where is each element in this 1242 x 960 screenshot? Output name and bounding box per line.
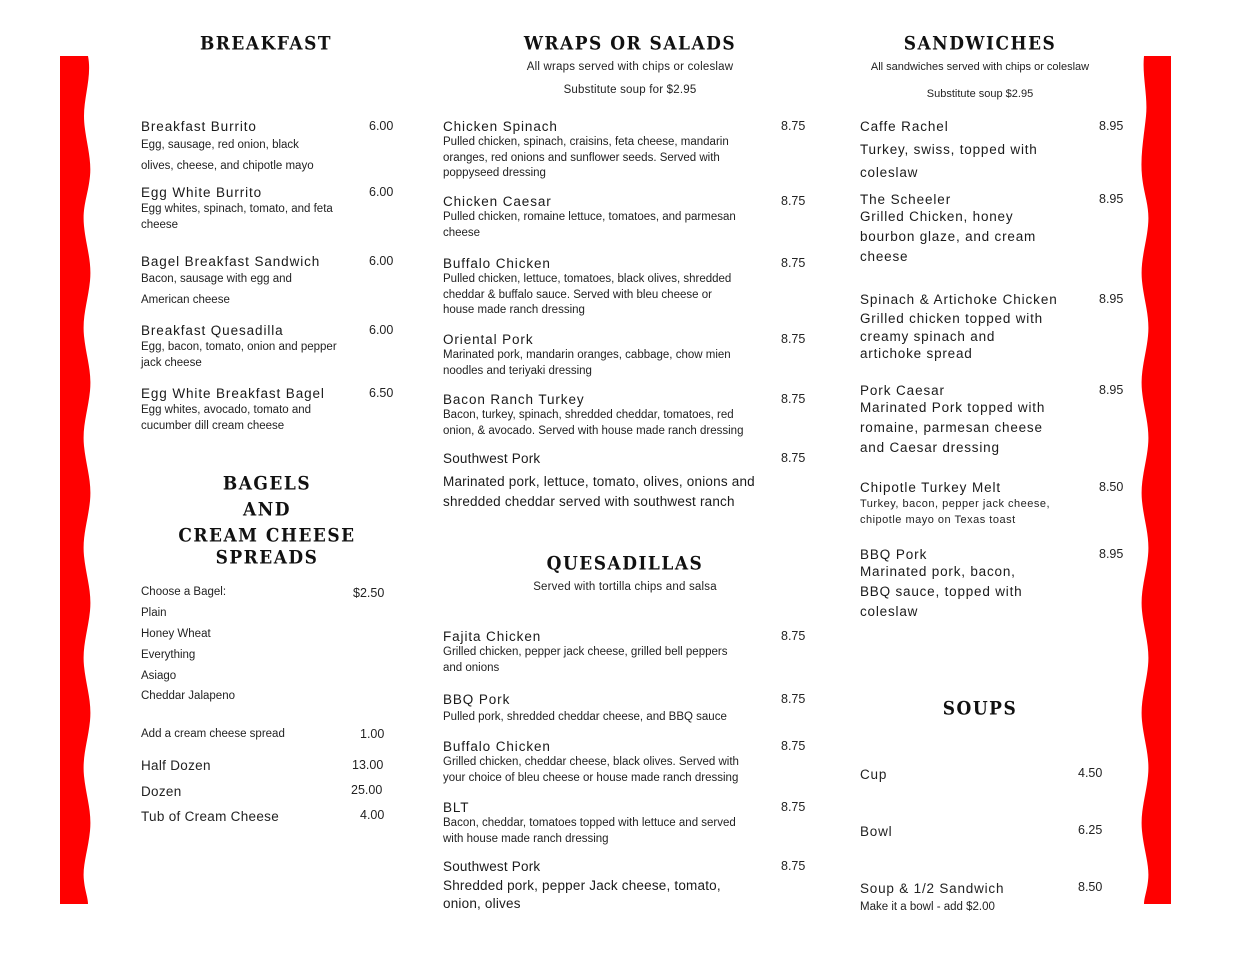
item-price: 8.75 — [781, 332, 806, 346]
item-price: 8.95 — [1099, 383, 1124, 397]
item-desc: romaine, parmesan cheese — [860, 420, 1043, 435]
item-name: Fajita Chicken — [443, 629, 542, 644]
item-price: 8.75 — [781, 739, 806, 753]
item-price: 8.50 — [1099, 480, 1124, 494]
item-desc: Egg, sausage, red onion, black — [141, 139, 299, 151]
item-name: Egg White Breakfast Bagel — [141, 386, 325, 401]
item-price: 8.75 — [781, 692, 806, 706]
menu-item — [141, 185, 397, 233]
soup-item-name: Bowl — [860, 824, 893, 839]
item-price: 8.75 — [781, 392, 806, 406]
item-desc: noodles and teriyaki dressing — [443, 364, 592, 377]
item-price: 6.00 — [369, 185, 394, 199]
item-price: 8.75 — [781, 800, 806, 814]
item-price: 8.95 — [1099, 547, 1124, 561]
menu-item — [860, 547, 1125, 622]
menu-item — [443, 392, 808, 439]
quesadillas-subtitle: Served with tortilla chips and salsa — [533, 581, 717, 593]
item-desc: Grilled chicken, cheddar cheese, black olives. Served with — [443, 756, 739, 768]
item-price: 8.75 — [781, 194, 806, 208]
wraps-subtitle-1: All wraps served with chips or coleslaw — [526, 61, 734, 73]
soups-heading: SOUPS — [942, 698, 1018, 720]
item-desc: creamy spinach and — [860, 328, 996, 344]
item-name: Bagel Breakfast Sandwich — [141, 254, 321, 269]
breakfast-heading: BREAKFAST — [199, 33, 333, 55]
item-desc: Shredded pork, pepper Jack cheese, tomato, — [443, 878, 721, 893]
extra-item-name: Half Dozen — [141, 758, 211, 773]
item-name: Southwest Pork — [443, 451, 541, 466]
item-name: Chipotle Turkey Melt — [860, 480, 1002, 495]
item-desc: oranges, red onions and sunflower seeds. Served with — [443, 151, 720, 164]
menu-item — [860, 383, 1125, 458]
item-desc: Bacon, cheddar, tomatoes topped with lettuce and served — [443, 817, 736, 829]
item-desc: Turkey, swiss, topped with — [860, 142, 1038, 157]
menu-item — [443, 859, 808, 913]
bagels-heading-line-2: AND — [243, 499, 291, 521]
choose-bagel-price: $2.50 — [353, 586, 385, 600]
item-desc: artichoke spread — [860, 346, 973, 361]
item-price: 8.75 — [781, 119, 806, 133]
item-desc: Egg whites, spinach, tomato, and feta — [141, 203, 333, 215]
item-price: 8.75 — [781, 256, 806, 270]
item-desc: coleslaw — [860, 604, 919, 619]
item-desc: Pulled chicken, romaine lettuce, tomatoes, and parmesan — [443, 211, 736, 223]
extra-item-price: 25.00 — [351, 783, 383, 797]
item-price: 8.75 — [781, 629, 806, 643]
sandwiches-heading: SANDWICHES — [903, 33, 1057, 55]
red-wavy-border-left — [58, 56, 92, 904]
menu-item — [860, 119, 1125, 184]
item-desc: Egg, bacon, tomato, onion and pepper — [141, 341, 337, 353]
item-name: BLT — [443, 800, 470, 815]
bagel-flavor: Plain — [141, 607, 167, 619]
extra-item-price: 13.00 — [352, 758, 384, 772]
item-price: 6.50 — [369, 386, 394, 400]
item-name: Spinach & Artichoke Chicken — [860, 292, 1058, 307]
item-desc: Pulled chicken, spinach, craisins, feta cheese, mandarin — [443, 136, 729, 148]
soup-item-price: 4.50 — [1078, 766, 1103, 780]
item-price: 8.75 — [781, 451, 806, 465]
extra-item-name: Tub of Cream Cheese — [141, 809, 280, 824]
sandwiches-subtitle-1: All sandwiches served with chips or coleslaw — [870, 61, 1090, 73]
bagel-flavor: Asiago — [141, 670, 177, 682]
menu-item — [443, 451, 808, 512]
item-name: The Scheeler — [860, 192, 952, 207]
item-desc: your choice of bleu cheese or house made ranch dressing — [443, 771, 739, 784]
red-wavy-border-right — [1140, 56, 1174, 904]
bagel-flavor: Everything — [141, 649, 196, 661]
item-desc: Bacon, sausage with egg and — [141, 273, 292, 285]
item-desc: jack cheese — [141, 356, 202, 369]
sandwiches-subtitle-2: Substitute soup $2.95 — [926, 88, 1034, 100]
menu-item — [443, 194, 808, 241]
item-name: Oriental Pork — [443, 332, 534, 347]
wraps-heading: WRAPS OR SALADS — [523, 33, 737, 55]
extra-item-name: Dozen — [141, 784, 182, 799]
item-name: Egg White Burrito — [141, 185, 263, 200]
bagel-flavor: Honey Wheat — [141, 628, 211, 640]
item-desc: onion, & avocado. Served with house made ranch dressing — [443, 424, 744, 437]
item-desc: Egg whites, avocado, tomato and — [141, 404, 312, 416]
choose-bagel-label: Choose a Bagel: — [141, 586, 227, 598]
menu-item — [443, 256, 808, 319]
menu-item — [443, 629, 808, 676]
menu-item — [860, 192, 1125, 267]
item-desc: Grilled chicken topped with — [860, 311, 1043, 326]
item-desc: onion, olives — [443, 896, 521, 911]
item-name: Pork Caesar — [860, 383, 945, 398]
item-name: Breakfast Quesadilla — [141, 323, 284, 338]
item-desc: bourbon glaze, and cream — [860, 229, 1037, 244]
item-desc: coleslaw — [860, 165, 919, 180]
menu-item — [443, 332, 808, 379]
item-desc: Pulled pork, shredded cheddar cheese, and BBQ sauce — [443, 711, 727, 723]
item-desc: Bacon, turkey, spinach, shredded cheddar, tomatoes, red — [443, 409, 734, 421]
bagels-heading-line-1: BAGELS — [222, 473, 312, 495]
soup-item-price: 8.50 — [1078, 880, 1103, 894]
soup-item-name: Soup & 1/2 Sandwich — [860, 881, 1005, 896]
menu-item — [141, 254, 397, 308]
item-price: 8.75 — [781, 859, 806, 873]
item-name: BBQ Pork — [860, 547, 928, 562]
item-desc: Turkey, bacon, pepper jack cheese, — [860, 498, 1051, 510]
bagel-flavor: Cheddar Jalapeno — [141, 690, 235, 702]
item-desc: and Caesar dressing — [860, 440, 1000, 455]
item-desc: and onions — [443, 661, 500, 674]
item-desc: American cheese — [141, 293, 230, 306]
menu-item — [443, 692, 808, 726]
menu-item — [141, 386, 397, 434]
item-name: Buffalo Chicken — [443, 256, 551, 271]
item-desc: cheddar & buffalo sauce. Served with bleu cheese or — [443, 288, 712, 301]
item-name: Caffe Rachel — [860, 119, 949, 134]
item-price: 6.00 — [369, 323, 394, 337]
item-name: Bacon Ranch Turkey — [443, 392, 585, 407]
wraps-subtitle-2: Substitute soup for $2.95 — [563, 84, 697, 96]
item-desc: Marinated Pork topped with — [860, 400, 1046, 415]
menu-item — [141, 119, 397, 174]
item-name: Breakfast Burrito — [141, 119, 257, 134]
item-name: Buffalo Chicken — [443, 739, 551, 754]
item-price: 6.00 — [369, 254, 394, 268]
item-desc: Marinated pork, bacon, — [860, 564, 1016, 579]
item-price: 8.95 — [1099, 192, 1124, 206]
menu-item — [141, 323, 397, 371]
item-price: 8.95 — [1099, 119, 1124, 133]
menu-item — [443, 739, 808, 786]
item-desc: house made ranch dressing — [443, 304, 585, 316]
item-desc: Grilled Chicken, honey — [860, 209, 1014, 224]
item-desc: poppyseed dressing — [443, 167, 546, 179]
item-name: BBQ Pork — [443, 692, 511, 707]
item-desc: Grilled chicken, pepper jack cheese, grilled bell peppers — [443, 646, 728, 658]
item-desc: cheese — [860, 249, 909, 264]
menu-item — [860, 292, 1125, 363]
item-desc: cheese — [141, 218, 179, 231]
quesadillas-heading: QUESADILLAS — [546, 553, 704, 575]
item-name: Southwest Pork — [443, 859, 541, 874]
item-desc: Marinated pork, mandarin oranges, cabbage, chow mien — [443, 349, 731, 361]
bagels-heading-line-3: CREAM CHEESE SPREADS — [178, 525, 356, 569]
soup-item-name: Cup — [860, 767, 888, 782]
item-desc: with house made ranch dressing — [443, 832, 609, 845]
item-price: 8.95 — [1099, 292, 1124, 306]
item-desc: chipotle mayo on Texas toast — [860, 513, 1016, 526]
item-desc: cheese — [443, 226, 481, 239]
menu-item — [443, 119, 808, 182]
extra-item-price: 4.00 — [360, 808, 385, 822]
item-desc: olives, cheese, and chipotle mayo — [141, 159, 314, 172]
menu-item — [443, 800, 808, 847]
item-desc: BBQ sauce, topped with — [860, 584, 1023, 599]
item-name: Chicken Caesar — [443, 194, 552, 209]
menu-item — [860, 480, 1125, 528]
soup-item-price: 6.25 — [1078, 823, 1103, 837]
item-desc: Marinated pork, lettuce, tomato, olives, onions and — [443, 474, 755, 489]
soup-bowl-note: Make it a bowl - add $2.00 — [860, 901, 995, 913]
item-name: Chicken Spinach — [443, 119, 558, 134]
cream-cheese-addon-label: Add a cream cheese spread — [141, 728, 285, 740]
item-desc: Pulled chicken, lettuce, tomatoes, black olives, shredded — [443, 273, 732, 285]
item-desc: cucumber dill cream cheese — [141, 419, 285, 432]
item-price: 6.00 — [369, 119, 394, 133]
item-desc: shredded cheddar served with southwest ranch — [443, 494, 735, 509]
cream-cheese-addon-price: 1.00 — [360, 727, 385, 741]
